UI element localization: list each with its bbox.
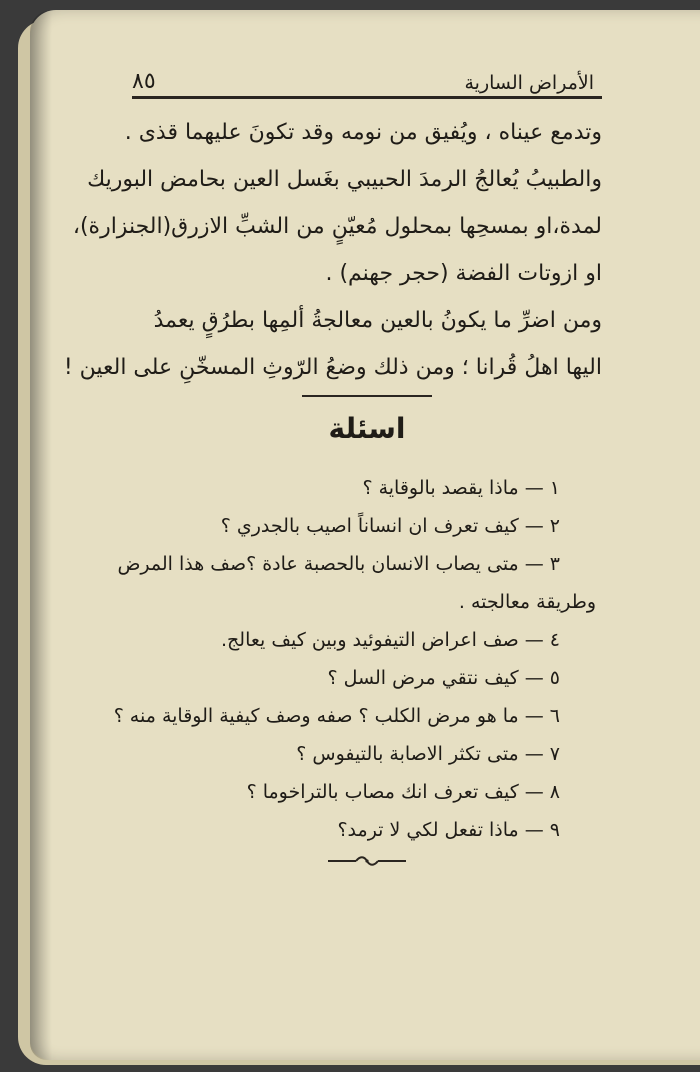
text-line: والطبيبُ يُعالجُ الرمدَ الحبيبي بغَسل العين بحامض البوريك — [87, 167, 602, 192]
question-item: ٨— كيف تعرف انك مصاب بالتراخوما ؟ — [246, 781, 560, 803]
question-item: ٣— متى يصاب الانسان بالحصبة عادة ؟صف هذا المرض — [117, 553, 560, 575]
page-number: ٨٥ — [132, 69, 156, 94]
questions-list — [113, 469, 602, 849]
text-line: اليها اهلُ قُرانا ؛ ومن ذلك وضعُ الرّوثِ المسخّنِ على العين ! — [63, 355, 602, 380]
section-divider — [302, 395, 432, 397]
body-paragraphs — [63, 109, 602, 391]
text-line: وتدمع عيناه ، ويُفيق من نومه وقد تكونَ عليهما قذى . — [124, 120, 602, 145]
question-item: ٤— صف اعراض التيفوئيد وبين كيف يعالج. — [220, 629, 560, 651]
page-gutter-shadow — [30, 10, 52, 1060]
ornament-flourish-icon — [326, 855, 408, 867]
question-item: ٢— كيف تعرف ان انساناً اصيب بالجدري ؟ — [220, 515, 560, 537]
text-line: لمدة،او بمسحِها بمحلول مُعيّنٍ من الشبِّ الازرق(الجنزارة)، — [72, 214, 602, 239]
question-item: ٦— ما هو مرض الكلب ؟ صفه وصف كيفية الوقاية منه ؟ — [113, 705, 560, 727]
header-title: الأمراض السارية — [464, 72, 594, 94]
question-item: ٧— متى تكثر الاصابة بالتيفوس ؟ — [296, 743, 560, 765]
text-line: ومن اضرِّ ما يكونُ بالعين معالجةُ ألمِها بطرُقٍ يعمدُ — [153, 308, 602, 333]
running-header — [132, 64, 602, 99]
text-line: او ازوتات الفضة (حجر جهنم) . — [325, 261, 602, 286]
question-item: ٩— ماذا تفعل لكي لا ترمد؟ — [337, 819, 560, 841]
section-title: اسئلة — [328, 412, 406, 445]
page-text-block — [63, 64, 602, 867]
question-item: ١— ماذا يقصد بالوقاية ؟ — [362, 477, 560, 499]
question-continuation: وطريقة معالجته . — [458, 591, 596, 613]
question-item: ٥— كيف نتقي مرض السل ؟ — [327, 667, 560, 689]
